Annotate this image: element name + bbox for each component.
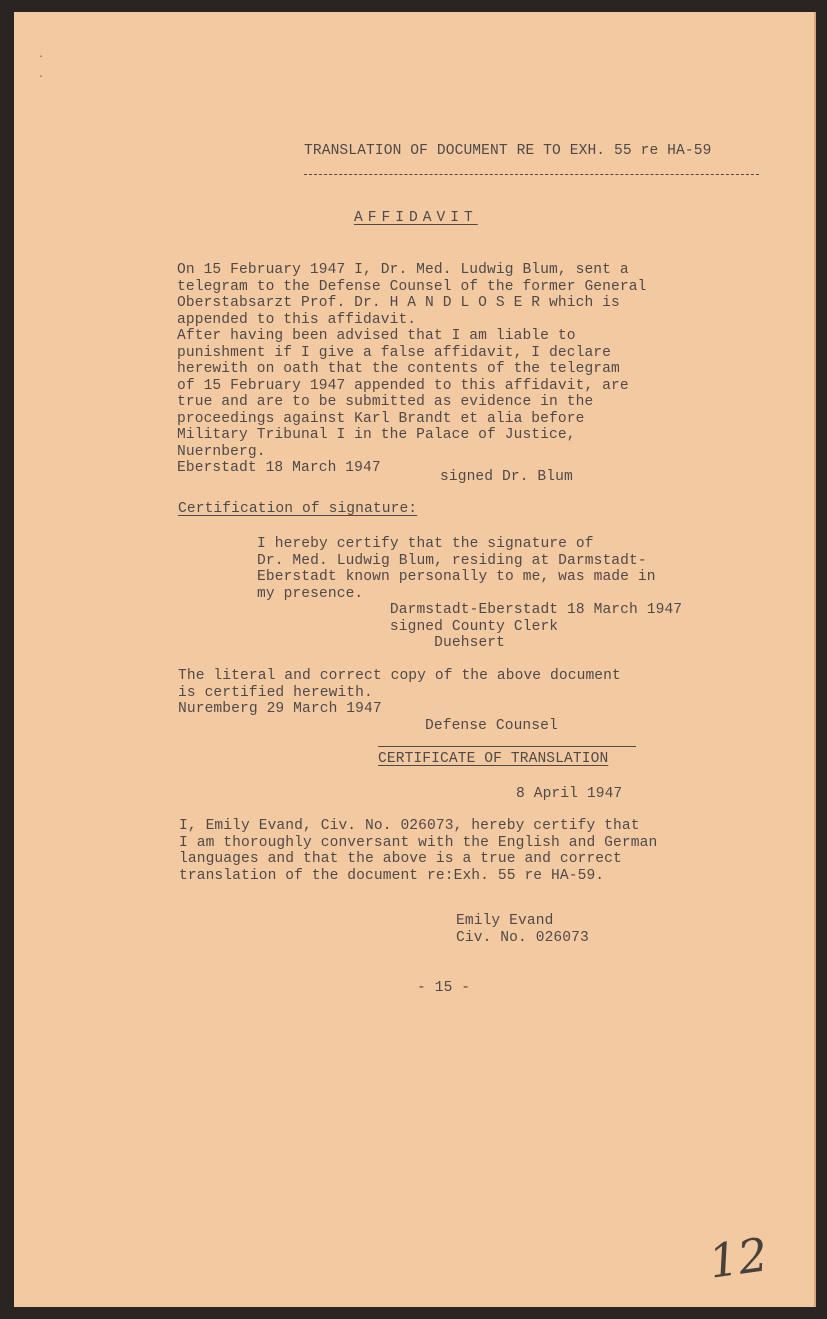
affidavit-title: AFFIDAVIT — [354, 210, 478, 226]
document-header: TRANSLATION OF DOCUMENT RE TO EXH. 55 re HA-59 — [304, 143, 712, 159]
affidavit-body: On 15 February 1947 I, Dr. Med. Ludwig Blum, sent a telegram to the Defense Counsel of the former General Oberstabsarzt Prof. Dr. H A N D L O S E R which is appended to this affidavit. After having been advised that I am liable to punishment if I give a false affidavit, I declare herewith on oath that the contents of the telegram of 15 February 1947 appended to this affidavit, are true and are to be submitted as evidence in the proceedings against Karl Brandt et alia before Military Tribunal I in the Palace of Justice, Nuernberg. Eberstadt 18 March 1947 — [177, 262, 647, 476]
certificate-date: 8 April 1947 — [516, 786, 623, 802]
header-rule — [304, 174, 759, 175]
certificate-heading: CERTIFICATE OF TRANSLATION — [378, 751, 609, 767]
translator-signature: Emily Evand Civ. No. 026073 — [456, 913, 589, 946]
certificate-overline — [378, 746, 636, 747]
certification-heading: Certification of signature: — [178, 501, 418, 517]
handwritten-number: 12 — [705, 1227, 772, 1289]
certification-body: I hereby certify that the signature of Dr. Med. Ludwig Blum, residing at Darmstadt- Eberstadt known personally to me, was made in my presence. Darmstadt-Eberstadt 18 March 1947 signed County Clerk Duehsert — [257, 536, 683, 651]
defense-counsel: Defense Counsel — [425, 718, 558, 734]
translation-certificate-body: I, Emily Evand, Civ. No. 026073, hereby certify that I am thoroughly conversant with the English and German languages and that the above is a true and correct translation of the document re:Exh. 55 re HA-59. — [179, 818, 658, 884]
margin-mark: . — [38, 70, 45, 81]
margin-mark: . — [38, 50, 45, 61]
literal-copy-statement: The literal and correct copy of the above document is certified herewith. Nuremberg 29 March 1947 — [178, 668, 621, 717]
signed-line: signed Dr. Blum — [440, 469, 573, 485]
document-page — [14, 12, 816, 1307]
page-number: - 15 - — [417, 980, 471, 996]
